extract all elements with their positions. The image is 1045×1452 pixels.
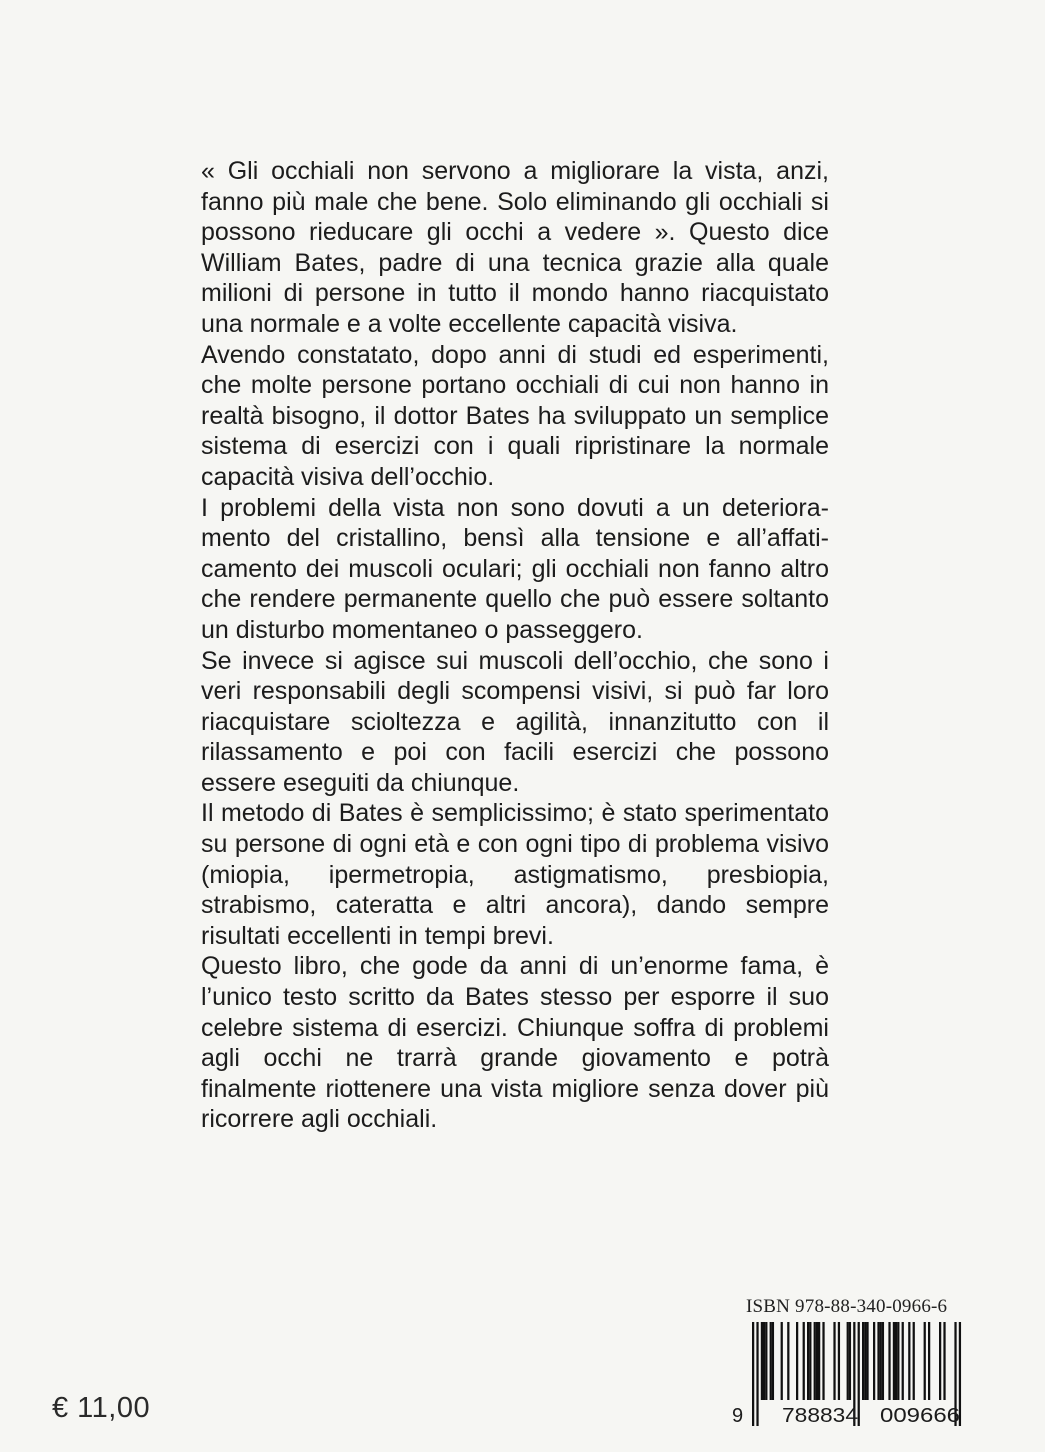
barcode-digits-right: 009666 xyxy=(880,1405,960,1427)
barcode-bar xyxy=(807,1322,809,1400)
barcode-bar xyxy=(849,1322,851,1400)
barcode-bar xyxy=(818,1322,820,1400)
isbn-label: ISBN 978-88-340-0966-6 xyxy=(746,1296,948,1317)
barcode-bar xyxy=(814,1322,816,1400)
barcode-bar xyxy=(866,1322,868,1400)
barcode-bar xyxy=(913,1322,915,1400)
barcode-bar xyxy=(880,1322,882,1400)
barcode-bar xyxy=(781,1322,783,1400)
barcode-digits-left: 788834 xyxy=(782,1405,858,1427)
barcode-bar xyxy=(882,1322,884,1400)
barcode-bar xyxy=(752,1322,754,1426)
blurb-paragraph-1: « Gli occhiali non servono a migliorare la vista, anzi, fanno più male che bene. Solo eliminando gli occhiali si possono rieducare gli occhi a vedere ». Questo dice William Bates, padre di una tecnica grazie alla quale milioni di persone in tutto il mondo hanno riacquistato una normale e a volte eccellente capacità visiva. xyxy=(201,157,829,338)
barcode xyxy=(730,1322,980,1428)
barcode-bar xyxy=(803,1322,805,1400)
barcode-bar xyxy=(787,1322,789,1400)
barcode-bar xyxy=(816,1322,818,1400)
barcode-bar xyxy=(847,1322,849,1400)
barcode-bar xyxy=(893,1322,895,1400)
barcode-bar xyxy=(877,1322,879,1400)
barcode-bar xyxy=(838,1322,840,1400)
barcode-bar xyxy=(864,1322,866,1400)
barcode-bar xyxy=(809,1322,811,1400)
barcode-bar xyxy=(756,1322,758,1426)
blurb-paragraph-3: I problemi della vista non sono dovuti a un deterioramento del cristallino, bensì alla tensione e all’affaticamento dei muscoli oculari; gli occhiali non fanno altro che rendere permanente quello che può essere soltanto un disturbo momentaneo o passeggero. xyxy=(201,493,829,644)
barcode-bar xyxy=(765,1322,767,1400)
barcode-bar xyxy=(763,1322,765,1400)
barcode-bar xyxy=(772,1322,774,1400)
blurb-paragraph-6: Questo libro, che gode da anni di un’enorme fama, è l’unico testo scritto da Bates stesso per esporre il suo celebre sistema di esercizi. Chiunque soffra di problemi agli occhi ne trarrà grande giovamento e potrà finalmente riottenere una vista migliore senza dover più ricorrere agli occhiali. xyxy=(201,952,829,1134)
barcode-bar xyxy=(833,1322,835,1400)
blurb-text xyxy=(201,156,829,1135)
barcode-bar xyxy=(770,1322,772,1400)
barcode-bar xyxy=(943,1322,945,1400)
barcode-digit-first: 9 xyxy=(732,1405,744,1427)
blurb-paragraph-5: Il metodo di Bates è semplicissimo; è stato sperimentato su persone di ogni età e con ogni tipo di problema visivo (miopia, ipermetropia, astigmatismo, presbiopia, strabismo, cateratta e altri ancora), dando sempre risultati eccellenti in tempi brevi. xyxy=(201,799,829,950)
barcode-bar xyxy=(888,1322,890,1400)
barcode-bar xyxy=(796,1322,798,1400)
barcode-bar xyxy=(873,1322,875,1400)
barcode-bar xyxy=(924,1322,926,1400)
barcode-bar xyxy=(908,1322,910,1400)
blurb-paragraph-2: Avendo constatato, dopo anni di studi ed esperimenti, che molte persone portano occhiali di cui non hanno in realtà bisogno, il dottor Bates ha sviluppato un semplice sistema di esercizi con i quali ripristinare la normale capacità visiva dell’occhio. xyxy=(201,340,829,491)
price: € 11,00 xyxy=(52,1392,151,1424)
barcode-bar xyxy=(939,1322,941,1400)
barcode-bar xyxy=(928,1322,930,1400)
barcode-bar xyxy=(897,1322,899,1400)
barcode-bar xyxy=(761,1322,763,1400)
barcode-bar xyxy=(902,1322,904,1400)
barcode-bar xyxy=(862,1322,864,1400)
barcode-bar xyxy=(822,1322,824,1400)
barcode-bar xyxy=(895,1322,897,1400)
barcode-graphic xyxy=(730,1322,980,1428)
blurb-paragraph-4: Se invece si agisce sui muscoli dell’occhio, che sono i veri responsabili degli scompensi visivi, si può far loro riacquistare scioltezza e agilità, innanzitutto con il rilassamento e poi con facili esercizi che possono essere eseguiti da chiunque. xyxy=(201,646,829,797)
